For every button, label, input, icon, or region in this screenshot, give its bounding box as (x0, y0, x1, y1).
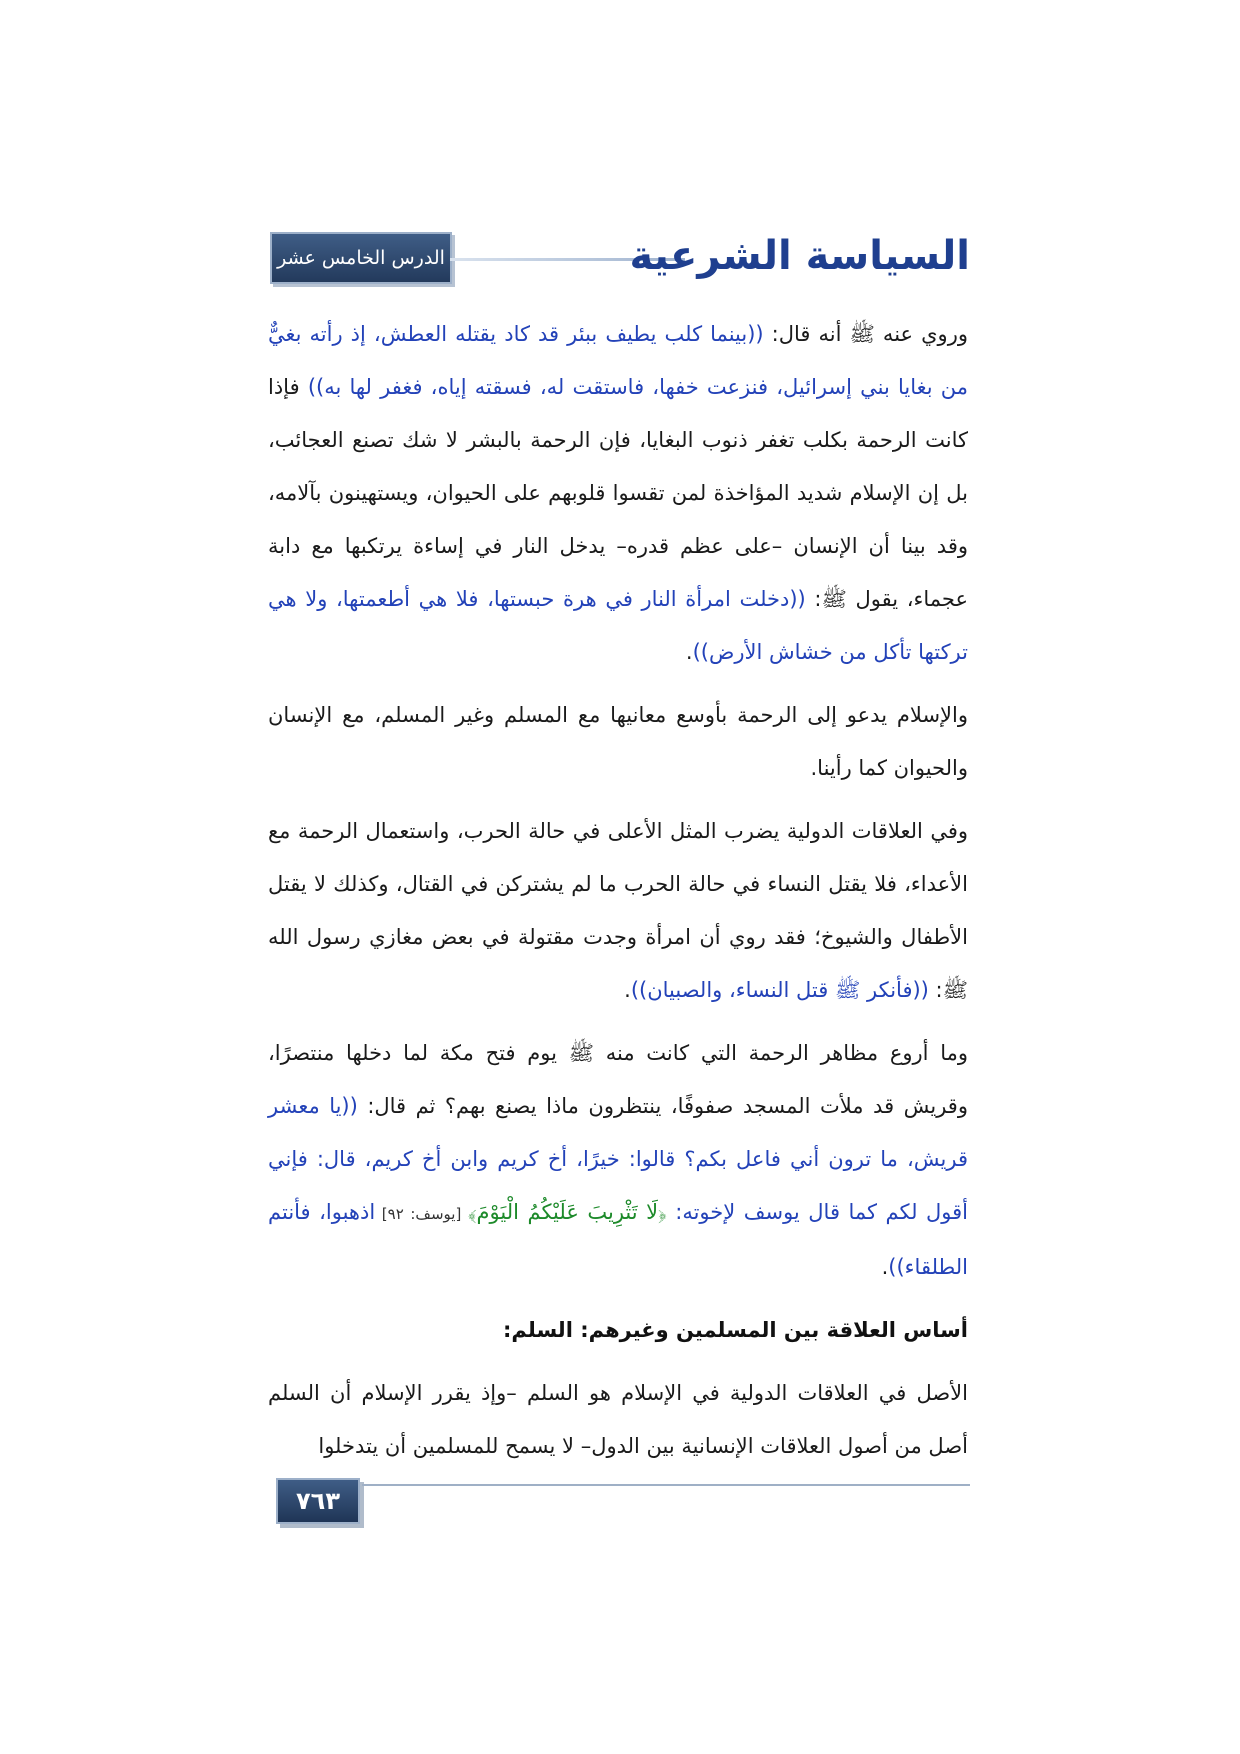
paragraph-4 (268, 1027, 968, 1294)
paragraph-text: وما أروع مظاهر الرحمة التي كانت منه ﷺ يوم فتح مكة لما دخلها منتصرًا، وقريش قد ملأت المسجد صفوفًا، ينتظرون ماذا يصنع بهم؟ ثم قال: (268, 1041, 968, 1118)
section-heading: أساس العلاقة بين المسلمين وغيرهم: السلم: (503, 1318, 968, 1342)
hadith-quote: ((يا معشر قريش، ما ترون أني فاعل بكم؟ قالوا: خيرًا، أخ كريم وابن أخ كريم، قال: فإني أقول لكم كما قال يوسف لإخوته: (268, 1094, 969, 1224)
punctuation: . (881, 1255, 889, 1279)
chapter-badge: الدرس الخامس عشر (270, 232, 452, 284)
punctuation: . (624, 978, 631, 1002)
hadith-quote: ((بينما كلب يطيف ببئر قد كاد يقتله العطش، إذ رأته بغيٌّ من بغايا بني إسرائيل، فنزعت خفها، فاستقت له، فسقته إياه، فغفر لها به)) (268, 322, 968, 399)
footer-divider (362, 1484, 970, 1486)
punctuation: . (685, 640, 693, 664)
paragraph-2: والإسلام يدعو إلى الرحمة بأوسع معانيها مع المسلم وغير المسلم، مع الإنسان والحيوان كما رأينا. (268, 703, 968, 780)
section-paragraph: الأصل في العلاقات الدولية في الإسلام هو السلم –وإذ يقرر الإسلام أن السلم أصل من أصول العلاقات الإنسانية بين الدول– لا يسمح للمسلمين أن يتدخلوا (268, 1381, 968, 1458)
book-title: السياسة الشرعية (629, 233, 970, 279)
paragraph-1 (268, 308, 968, 679)
paragraph-text: وروي عنه ﷺ أنه قال: (763, 322, 968, 346)
hadith-quote: ((دخلت امرأة النار في هرة حبستها، فلا هي أطعمتها، ولا هي تركتها تأكل من خشاش الأرض)) (268, 587, 968, 664)
hadith-quote: ((فأنكر ﷺ قتل النساء، والصبيان)) (630, 978, 929, 1002)
verse-citation: [يوسف: ٩٢] (375, 1205, 468, 1223)
page-number: ٧٦٣ (276, 1478, 360, 1524)
hadith-quote: اذهبوا، فأنتم الطلقاء)) (268, 1200, 968, 1279)
page-header (270, 228, 970, 288)
paragraph-text: وفي العلاقات الدولية يضرب المثل الأعلى في حالة الحرب، واستعمال الرحمة مع الأعداء، فلا يقتل النساء في حالة الحرب ما لم يشتركن في القتال، وكذلك لا يقتل الأطفال والشيوخ؛ فقد روي أن امرأة وجدت مقتولة في بعض مغازي رسول الله ﷺ: (268, 819, 968, 1002)
page-footer (276, 1478, 970, 1524)
quran-verse: ﴿لَا تَثْرِيبَ عَلَيْكُمُ الْيَوْمَ﴾ (467, 1200, 667, 1224)
page-body (268, 308, 968, 1483)
paragraph-3 (268, 805, 968, 1017)
paragraph-text: فإذا كانت الرحمة بكلب تغفر ذنوب البغايا، فإن الرحمة بالبشر لا شك تصنع العجائب، بل إن الإسلام شديد المؤاخذة لمن تقسوا قلوبهم على الحيوان، ويستهينون بآلامه، وقد بينا أن الإنسان –على عظم قدره– يدخل النار في إساءة يرتكبها مع دابة عجماء، يقول ﷺ: (268, 375, 969, 611)
